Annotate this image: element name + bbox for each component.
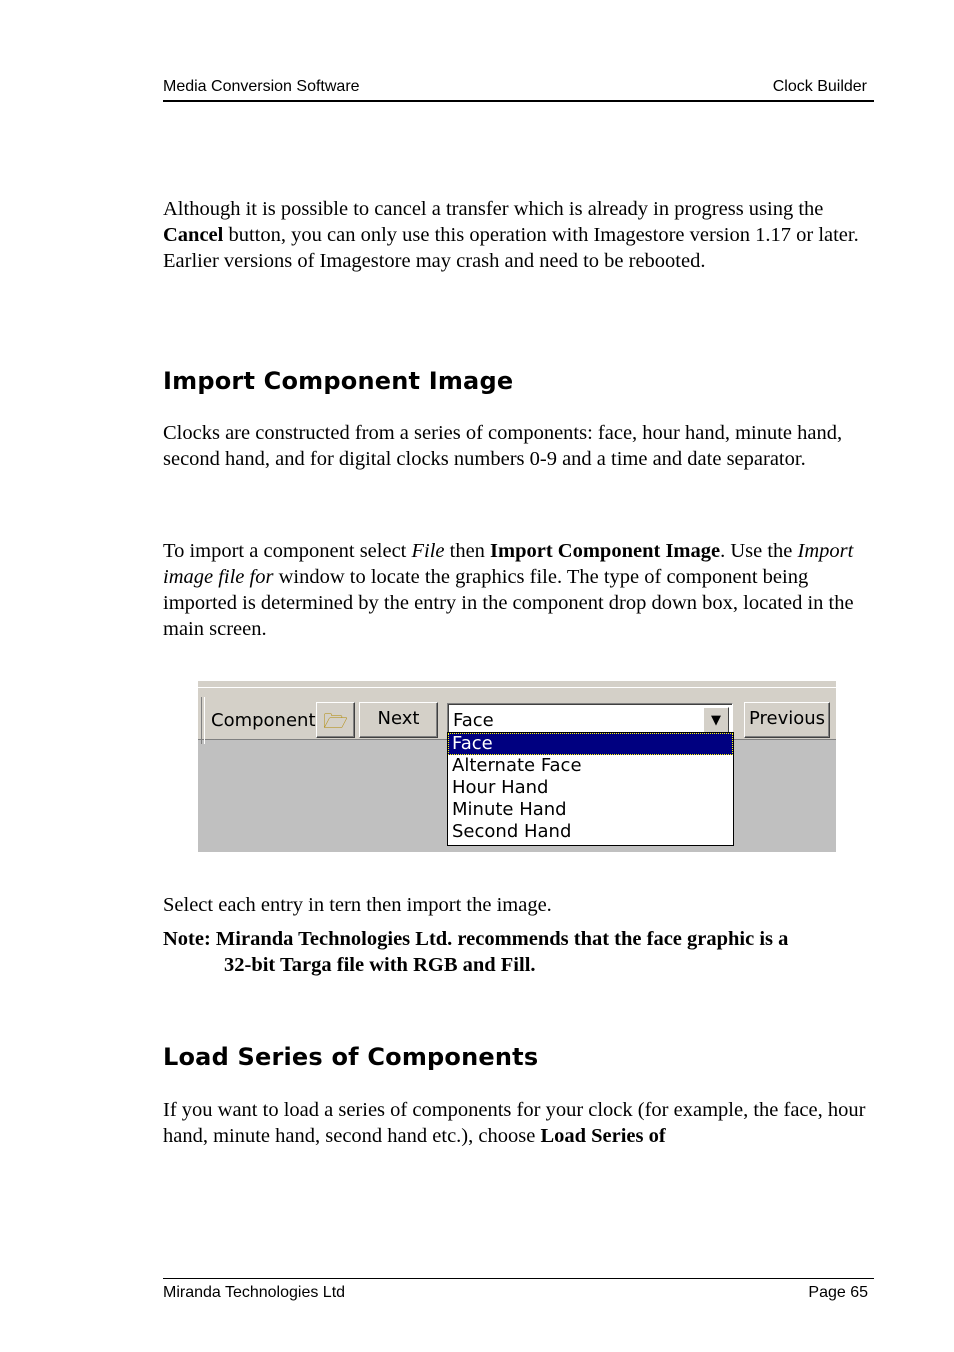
dropdown-option-alternate-face[interactable]: Alternate Face [452, 755, 582, 776]
paragraph-components: Clocks are constructed from a series of components: face, hour hand, minute hand, second hand, and for digital clocks numbers 0-9 and a time and date separator. [163, 422, 843, 470]
text: If you want to load a series of components for your clock (for example, the face, hour hand, minute hand, second hand etc.), choose [163, 1099, 866, 1147]
header-right: Clock Builder [772, 78, 867, 95]
toolbar-grip [201, 697, 205, 744]
text: . Use the [720, 540, 798, 562]
bold-text: Load Series of [540, 1125, 666, 1147]
page-number: Page 65 [808, 1284, 868, 1301]
text: window to locate the graphics file. The type of component being imported is determined by the entry in the component drop down box, located in the main screen. [163, 566, 854, 640]
page-footer [163, 1278, 874, 1309]
component-dropdown-list [447, 732, 734, 846]
text: Although it is possible to cancel a transfer which is already in progress using the [163, 198, 824, 220]
previous-button[interactable]: Previous [744, 702, 830, 738]
paragraph-select-entry: Select each entry in tern then import the image. [163, 894, 552, 916]
paragraph-import-instructions [163, 538, 875, 642]
component-label: Component [211, 710, 316, 731]
page-header [163, 76, 874, 102]
dropdown-option-face[interactable]: Face [448, 733, 733, 755]
heading-load-series: Load Series of Components [163, 1043, 539, 1071]
italic-text: Import image file for [163, 540, 854, 588]
open-folder-button[interactable] [316, 702, 355, 738]
bold-text: Cancel [163, 224, 224, 246]
note-line-1: Note: Miranda Technologies Ltd. recommends that the face graphic is a [163, 928, 789, 950]
note-targa-recommendation [163, 926, 875, 978]
folder-icon: 🗁 [323, 709, 348, 733]
header-left: Media Conversion Software [163, 78, 360, 95]
footer-left: Miranda Technologies Ltd [163, 1284, 346, 1301]
note-line-2: 32-bit Targa file with RGB and Fill. [224, 954, 536, 976]
bold-text: Import Component Image [490, 540, 721, 562]
toolbar-top-edge [198, 681, 836, 688]
italic-text: File [411, 540, 445, 562]
dropdown-option-hour-hand[interactable]: Hour Hand [452, 777, 549, 798]
text: To import a component select [163, 540, 412, 562]
next-button[interactable]: Next [359, 702, 438, 738]
component-select-value: Face [453, 710, 494, 731]
dropdown-option-minute-hand[interactable]: Minute Hand [452, 799, 567, 820]
dropdown-option-second-hand[interactable]: Second Hand [452, 821, 572, 842]
text: then [444, 540, 491, 562]
heading-import-component-image: Import Component Image [163, 367, 514, 395]
paragraph-cancel-note [163, 196, 875, 274]
text: button, you can only use this operation with Imagestore version 1.17 or later. Earlier versions of Imagestore may crash and need to be rebooted. [163, 224, 859, 272]
chevron-down-icon[interactable]: ▼ [703, 707, 729, 734]
component-toolbar-screenshot [198, 681, 836, 852]
paragraph-load-series [163, 1097, 875, 1149]
